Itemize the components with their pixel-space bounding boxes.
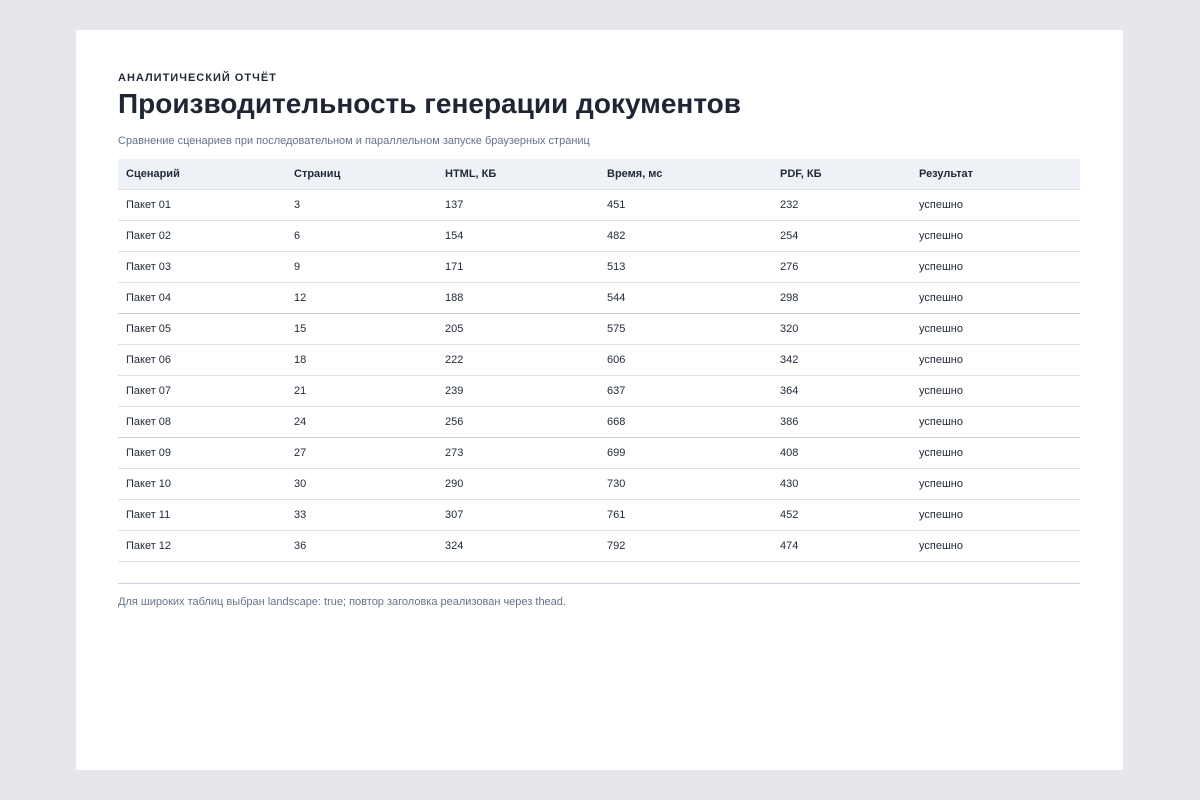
cell-scenario: Пакет 05	[118, 314, 286, 345]
cell-pdf-size: 364	[772, 376, 911, 407]
column-header-pdf-size: PDF, КБ	[772, 159, 911, 190]
cell-pages: 15	[286, 314, 437, 345]
cell-pdf-size: 474	[772, 531, 911, 562]
cell-pages: 18	[286, 345, 437, 376]
cell-html-size: 171	[437, 252, 599, 283]
cell-html-size: 290	[437, 469, 599, 500]
column-header-scenario: Сценарий	[118, 159, 286, 190]
table-row	[118, 345, 1080, 376]
footnote: Для широких таблиц выбран landscape: true; повтор заголовка реализован через thead.	[118, 596, 566, 608]
cell-pdf-size: 254	[772, 221, 911, 252]
cell-scenario: Пакет 04	[118, 283, 286, 314]
cell-result: успешно	[911, 283, 1080, 314]
cell-pages: 6	[286, 221, 437, 252]
table-header	[118, 159, 1080, 190]
cell-html-size: 222	[437, 345, 599, 376]
page-title: Производительность генерации документов	[118, 88, 741, 119]
column-header-html-size: HTML, КБ	[437, 159, 599, 190]
cell-pages: 9	[286, 252, 437, 283]
cell-time: 637	[599, 376, 772, 407]
cell-result: успешно	[911, 345, 1080, 376]
cell-result: успешно	[911, 376, 1080, 407]
cell-html-size: 307	[437, 500, 599, 531]
table-row	[118, 469, 1080, 500]
cell-scenario: Пакет 11	[118, 500, 286, 531]
table-row	[118, 531, 1080, 562]
cell-result: успешно	[911, 190, 1080, 221]
cell-html-size: 273	[437, 438, 599, 469]
cell-time: 606	[599, 345, 772, 376]
cell-html-size: 154	[437, 221, 599, 252]
cell-pdf-size: 386	[772, 407, 911, 438]
table-row	[118, 221, 1080, 252]
cell-pages: 21	[286, 376, 437, 407]
cell-pdf-size: 232	[772, 190, 911, 221]
table-row	[118, 500, 1080, 531]
cell-html-size: 324	[437, 531, 599, 562]
cell-scenario: Пакет 07	[118, 376, 286, 407]
performance-table	[118, 159, 1080, 562]
table-row	[118, 252, 1080, 283]
page-subtitle: Сравнение сценариев при последовательном и параллельном запуске браузерных страниц	[118, 135, 590, 147]
cell-time: 730	[599, 469, 772, 500]
cell-time: 668	[599, 407, 772, 438]
cell-scenario: Пакет 10	[118, 469, 286, 500]
cell-html-size: 188	[437, 283, 599, 314]
cell-pages: 3	[286, 190, 437, 221]
cell-scenario: Пакет 12	[118, 531, 286, 562]
cell-time: 451	[599, 190, 772, 221]
cell-pdf-size: 276	[772, 252, 911, 283]
cell-pdf-size: 452	[772, 500, 911, 531]
cell-pages: 24	[286, 407, 437, 438]
cell-scenario: Пакет 09	[118, 438, 286, 469]
cell-pdf-size: 342	[772, 345, 911, 376]
cell-html-size: 239	[437, 376, 599, 407]
cell-result: успешно	[911, 314, 1080, 345]
table-row	[118, 283, 1080, 314]
table-row	[118, 407, 1080, 438]
cell-html-size: 256	[437, 407, 599, 438]
cell-pages: 12	[286, 283, 437, 314]
cell-pdf-size: 298	[772, 283, 911, 314]
table-row	[118, 438, 1080, 469]
cell-pages: 30	[286, 469, 437, 500]
cell-scenario: Пакет 03	[118, 252, 286, 283]
cell-time: 792	[599, 531, 772, 562]
cell-scenario: Пакет 01	[118, 190, 286, 221]
cell-result: успешно	[911, 407, 1080, 438]
cell-scenario: Пакет 06	[118, 345, 286, 376]
cell-pdf-size: 430	[772, 469, 911, 500]
cell-pdf-size: 408	[772, 438, 911, 469]
cell-html-size: 137	[437, 190, 599, 221]
cell-result: успешно	[911, 438, 1080, 469]
report-page	[76, 30, 1123, 770]
cell-time: 544	[599, 283, 772, 314]
table-body	[118, 190, 1080, 562]
column-header-pages: Страниц	[286, 159, 437, 190]
cell-time: 513	[599, 252, 772, 283]
cell-scenario: Пакет 02	[118, 221, 286, 252]
cell-scenario: Пакет 08	[118, 407, 286, 438]
column-header-result: Результат	[911, 159, 1080, 190]
divider	[118, 583, 1080, 584]
cell-time: 482	[599, 221, 772, 252]
cell-time: 699	[599, 438, 772, 469]
table-row	[118, 376, 1080, 407]
cell-time: 761	[599, 500, 772, 531]
table-row	[118, 314, 1080, 345]
cell-time: 575	[599, 314, 772, 345]
report-eyebrow: АНАЛИТИЧЕСКИЙ ОТЧЁТ	[118, 72, 277, 84]
header-row	[118, 159, 1080, 190]
cell-pages: 33	[286, 500, 437, 531]
column-header-time: Время, мс	[599, 159, 772, 190]
cell-html-size: 205	[437, 314, 599, 345]
cell-result: успешно	[911, 469, 1080, 500]
cell-pages: 36	[286, 531, 437, 562]
cell-pdf-size: 320	[772, 314, 911, 345]
table-row	[118, 190, 1080, 221]
cell-pages: 27	[286, 438, 437, 469]
cell-result: успешно	[911, 500, 1080, 531]
cell-result: успешно	[911, 531, 1080, 562]
cell-result: успешно	[911, 221, 1080, 252]
cell-result: успешно	[911, 252, 1080, 283]
